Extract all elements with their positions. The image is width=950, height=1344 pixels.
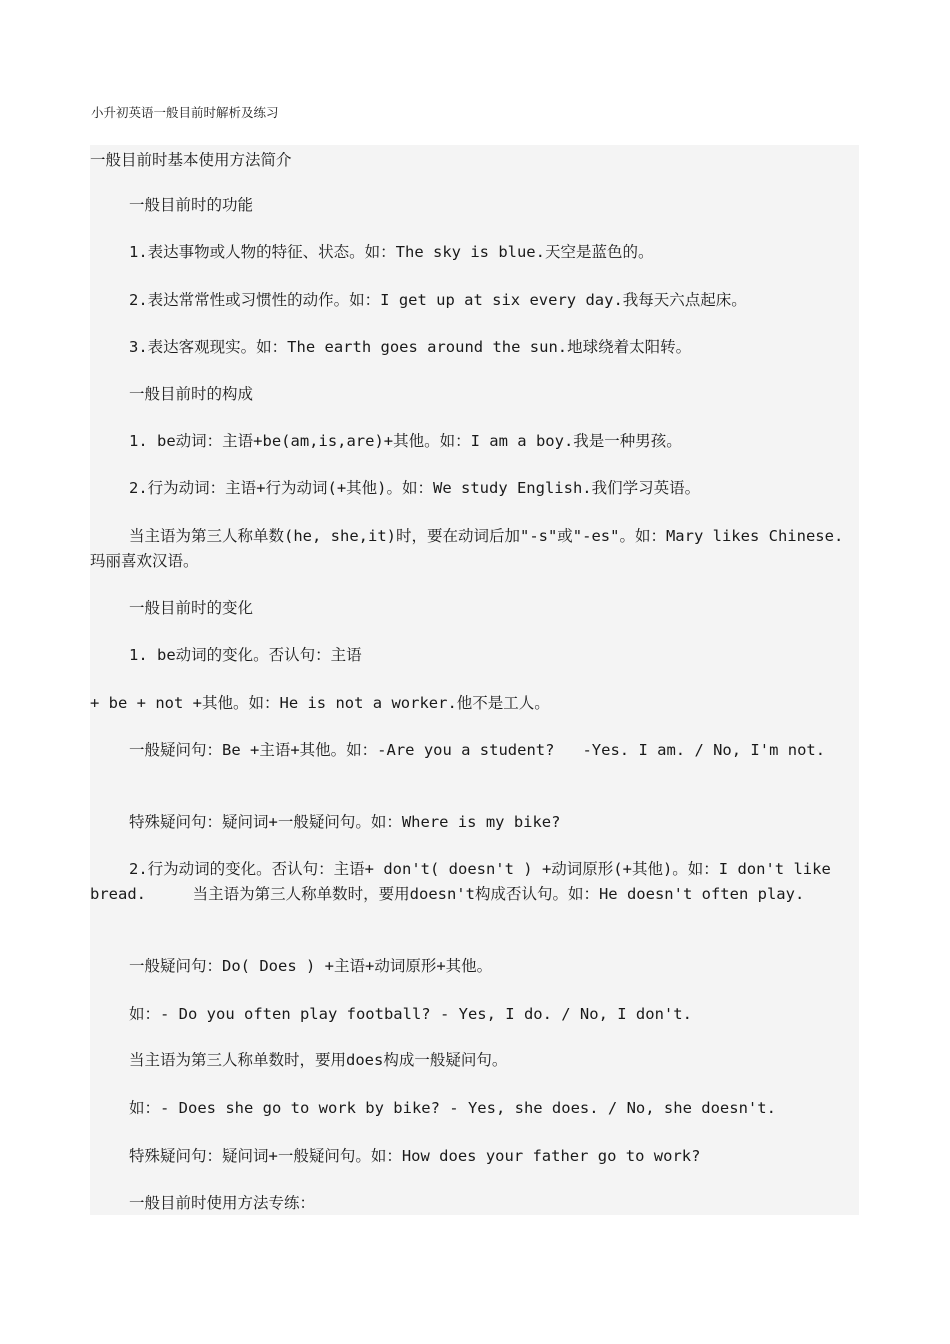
paragraph: 1.表达事物或人物的特征、状态。如：The sky is blue.天空是蓝色的。 bbox=[129, 243, 654, 261]
paragraph: 1. be动词的变化。否认句：主语 bbox=[129, 646, 362, 664]
paragraph: 2.行为动词：主语+行为动词(+其他)。如：We study English.我们学习英语。 bbox=[129, 479, 701, 497]
paragraph: 如：- Do you often play football? - Yes, I do. / No, I don't. bbox=[129, 1005, 692, 1023]
subheading: 一般目前时使用方法专练： bbox=[129, 1194, 316, 1212]
paragraph: 如：- Does she go to work by bike? - Yes, she does. / No, she doesn't. bbox=[129, 1099, 776, 1117]
paragraph: 一般疑问句：Be +主语+其他。如：-Are you a student? -Yes. I am. / No, I'm not. bbox=[129, 741, 826, 759]
subheading: 一般目前时的构成 bbox=[129, 385, 254, 403]
section-heading: 一般目前时基本使用方法简介 bbox=[90, 151, 292, 169]
document-title: 小升初英语一般目前时解析及练习 bbox=[91, 105, 279, 120]
paragraph: 特殊疑问句：疑问词+一般疑问句。如：How does your father go to work? bbox=[129, 1147, 701, 1165]
paragraph: 特殊疑问句：疑问词+一般疑问句。如：Where is my bike? bbox=[129, 813, 561, 831]
paragraph: 3.表达客观现实。如：The earth goes around the sun.地球绕着太阳转。 bbox=[129, 338, 692, 356]
subheading: 一般目前时的变化 bbox=[129, 599, 254, 617]
paragraph: 1. be动词：主语+be(am,is,are)+其他。如：I am a boy.我是一种男孩。 bbox=[129, 432, 682, 450]
document-body bbox=[90, 145, 859, 1215]
paragraph: + be + not +其他。如：He is not a worker.他不是工人。 bbox=[90, 694, 550, 712]
paragraph: 一般疑问句：Do( Does ) +主语+动词原形+其他。 bbox=[129, 957, 493, 975]
paragraph: 当主语为第三人称单数时，要用does构成一般疑问句。 bbox=[129, 1051, 508, 1069]
subheading: 一般目前时的功能 bbox=[129, 196, 254, 214]
paragraph: 2.表达常常性或习惯性的动作。如：I get up at six every day.我每天六点起床。 bbox=[129, 291, 747, 309]
paragraph: 2.行为动词的变化。否认句：主语+ don't( doesn't ) +动词原形(+其他)。如：I don't like bread. 当主语为第三人称单数时，要用doesn't构成否认句。如：He doesn't often play. bbox=[90, 860, 841, 903]
paragraph: 当主语为第三人称单数(he, she,it)时，要在动词后加"-s"或"-es"。如：Mary likes Chinese.玛丽喜欢汉语。 bbox=[90, 527, 844, 570]
